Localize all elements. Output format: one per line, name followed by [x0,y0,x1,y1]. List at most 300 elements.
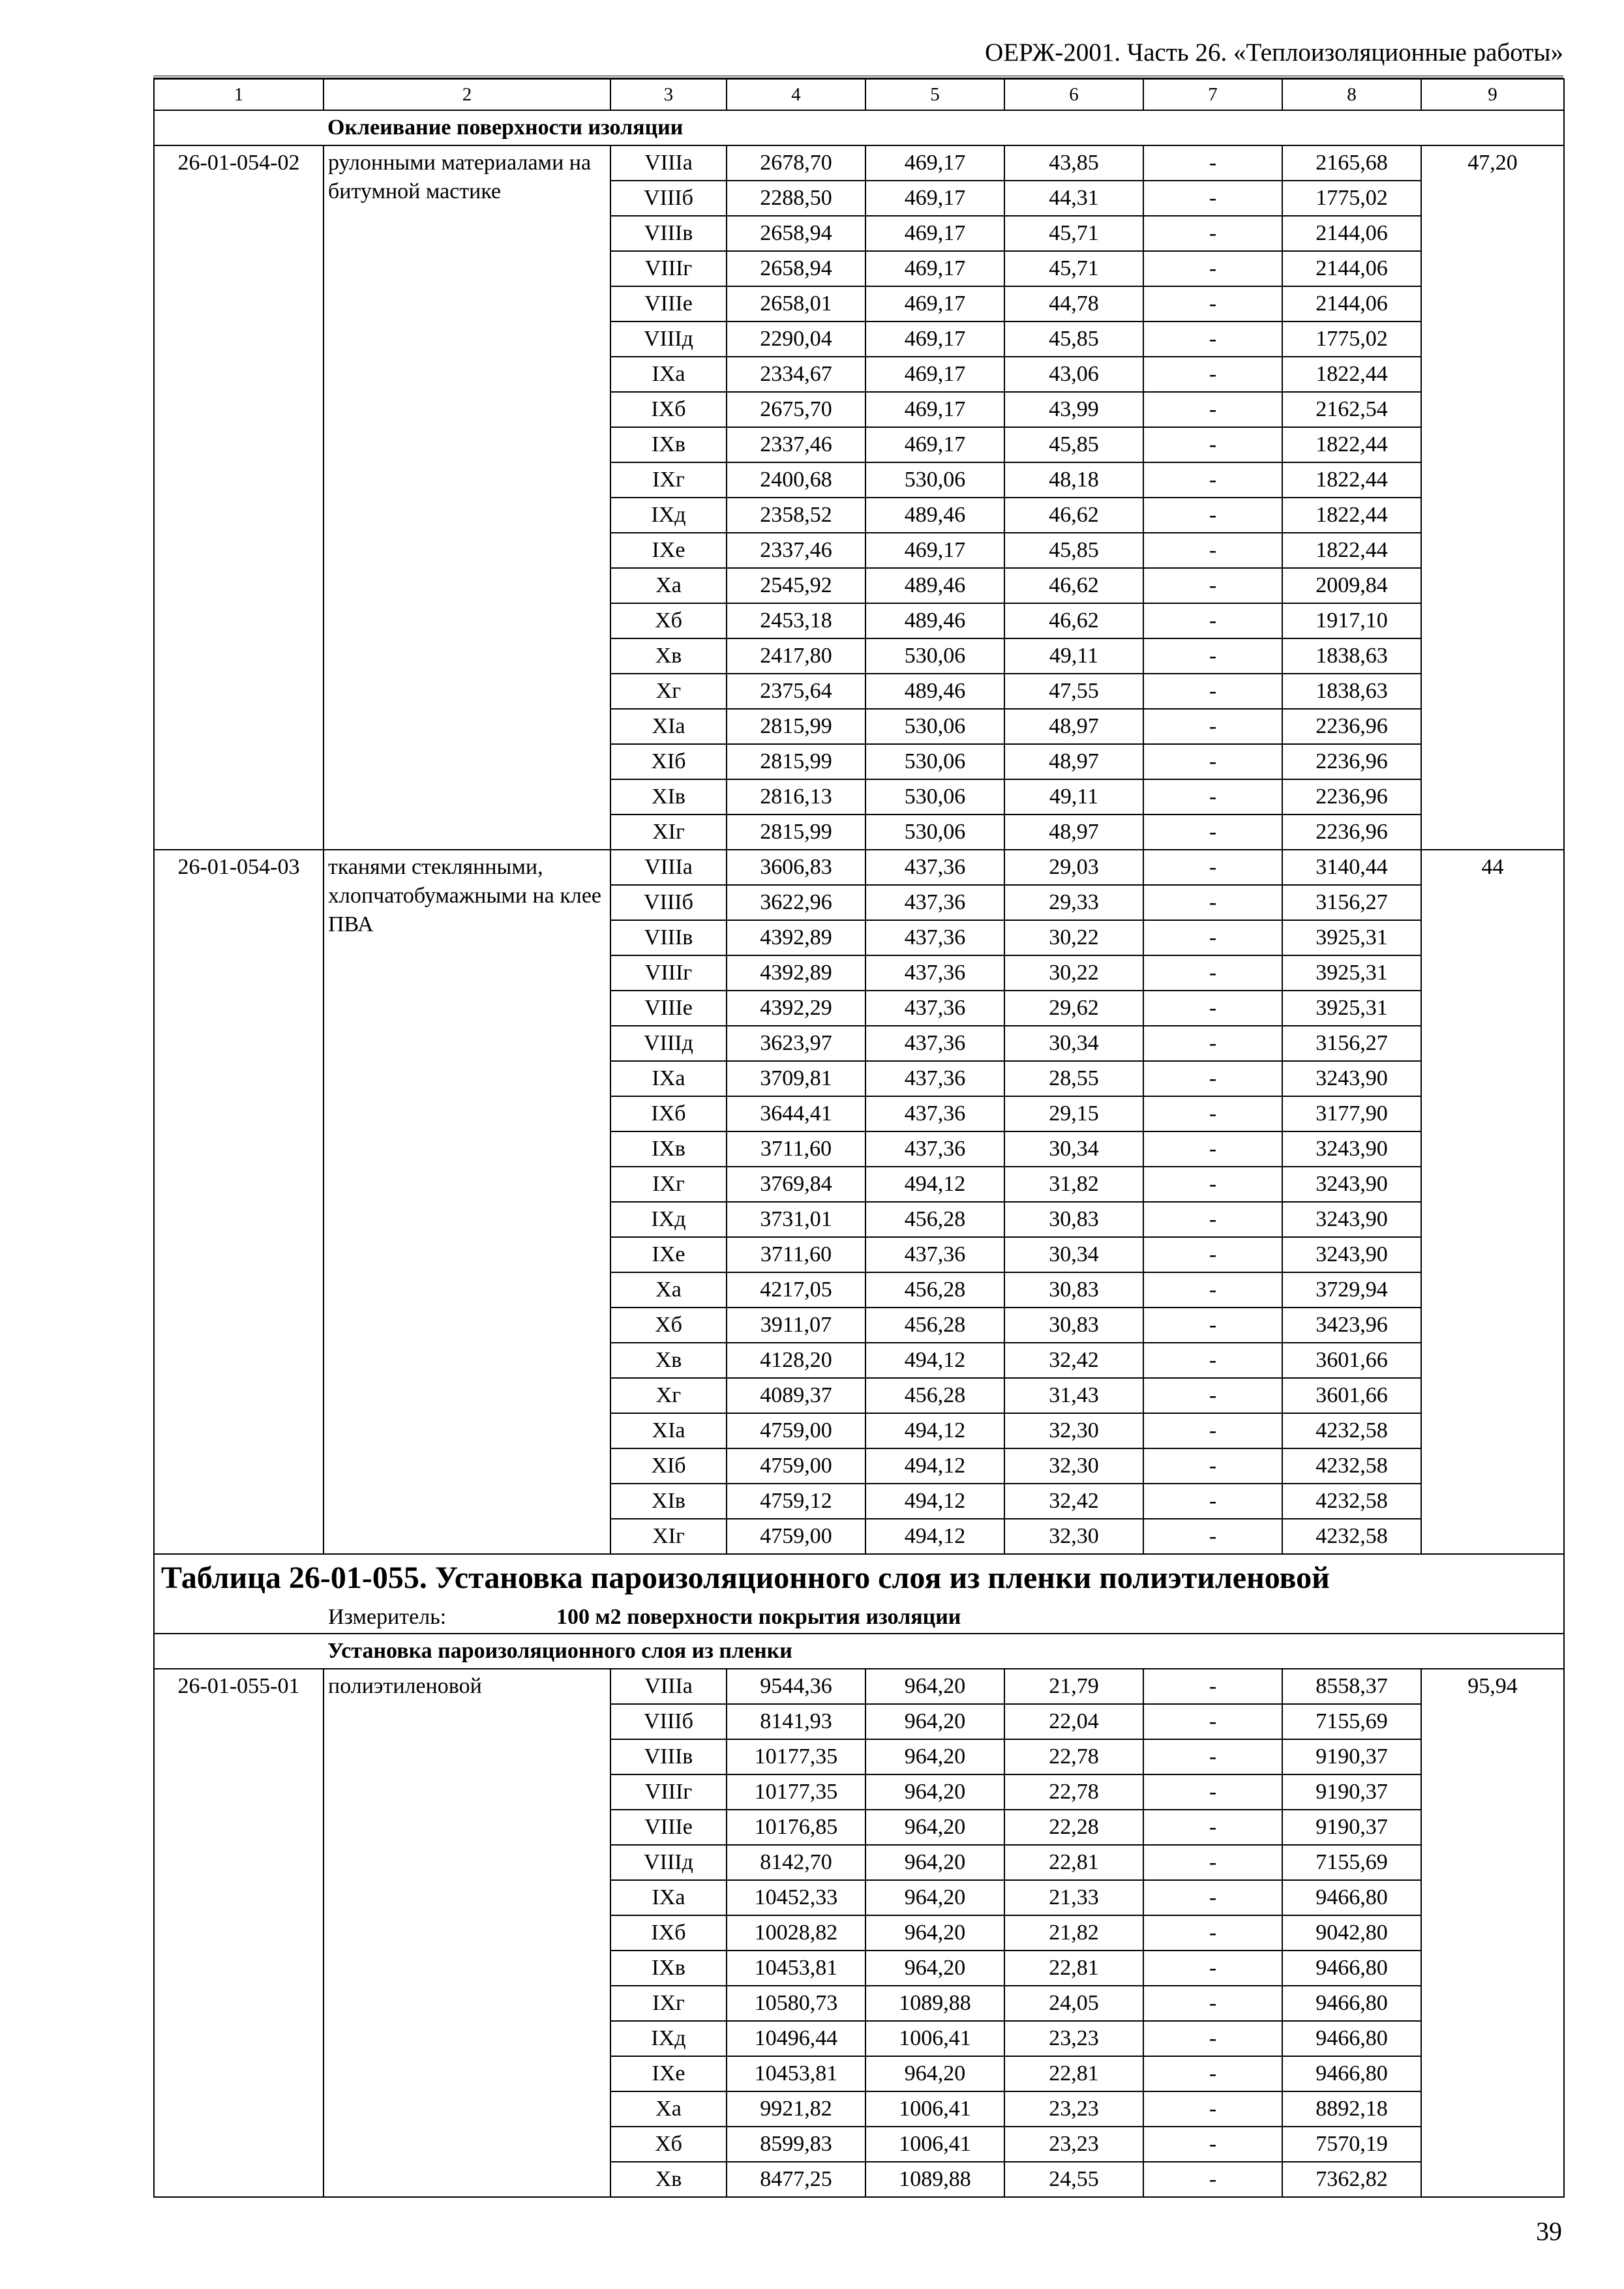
value-cell: - [1143,286,1282,322]
section-heading: Установка пароизоляционного слоя из пленки [323,1634,1564,1669]
value-cell: 4759,00 [727,1448,865,1484]
item-name: полиэтиленовой [323,1669,610,2197]
value-cell: - [1143,357,1282,392]
value-cell: 1822,44 [1282,462,1421,498]
value-cell: 469,17 [865,216,1004,251]
page-header [153,38,1563,78]
section-heading-row [154,110,1564,145]
column-number: 5 [865,79,1004,110]
value-cell: 22,04 [1004,1704,1143,1739]
value-cell: - [1143,181,1282,216]
value-cell: 45,71 [1004,251,1143,286]
value-cell: XIа [610,1413,727,1448]
value-cell: 2334,67 [727,357,865,392]
value-cell: 3601,66 [1282,1378,1421,1413]
value-cell: 3177,90 [1282,1096,1421,1131]
value-cell: - [1143,1131,1282,1167]
value-cell: 530,06 [865,779,1004,815]
item-code: 26-01-054-02 [154,145,323,850]
value-cell: 45,85 [1004,533,1143,568]
value-cell: 48,97 [1004,709,1143,744]
value-cell: 437,36 [865,1237,1004,1272]
value-cell: 2009,84 [1282,568,1421,603]
value-cell: 3140,44 [1282,850,1421,885]
column-number: 3 [610,79,727,110]
value-cell: IXе [610,533,727,568]
value-cell: IXв [610,1131,727,1167]
value-cell: 8599,83 [727,2127,865,2162]
item-code: 26-01-055-01 [154,1669,323,2197]
value-cell: 10496,44 [727,2021,865,2056]
value-cell: IXа [610,1061,727,1096]
value-cell: VIIIа [610,1669,727,1704]
value-cell: - [1143,322,1282,357]
value-cell: 9466,80 [1282,2056,1421,2091]
value-cell: - [1143,638,1282,674]
value-cell: 494,12 [865,1519,1004,1554]
value-cell: - [1143,2021,1282,2056]
value-cell: 494,12 [865,1343,1004,1378]
value-cell: 469,17 [865,322,1004,357]
value-cell: 469,17 [865,286,1004,322]
value-cell: 32,30 [1004,1519,1143,1554]
value-cell: 3423,96 [1282,1308,1421,1343]
value-cell: 2545,92 [727,568,865,603]
value-cell: 2165,68 [1282,145,1421,181]
value-cell: 9921,82 [727,2091,865,2127]
value-cell: 9466,80 [1282,1951,1421,1986]
value-cell: IXг [610,1986,727,2021]
value-cell: 10452,33 [727,1880,865,1915]
value-cell: VIIIв [610,920,727,955]
value-cell: 9190,37 [1282,1774,1421,1810]
table-row [154,850,1564,885]
value-cell: Xв [610,638,727,674]
value-cell: 456,28 [865,1272,1004,1308]
value-cell: - [1143,2056,1282,2091]
value-cell: - [1143,1308,1282,1343]
value-cell: 494,12 [865,1484,1004,1519]
item-col9: 95,94 [1421,1669,1564,2197]
value-cell: 1006,41 [865,2091,1004,2127]
value-cell: - [1143,1484,1282,1519]
value-cell: - [1143,1704,1282,1739]
value-cell: IXд [610,1202,727,1237]
value-cell: 30,22 [1004,955,1143,991]
value-cell: 964,20 [865,1915,1004,1951]
value-cell: 469,17 [865,181,1004,216]
value-cell: 964,20 [865,1739,1004,1774]
value-cell: 7362,82 [1282,2162,1421,2197]
value-cell: 3243,90 [1282,1202,1421,1237]
value-cell: 494,12 [865,1413,1004,1448]
value-cell: 2288,50 [727,181,865,216]
value-cell: 3243,90 [1282,1237,1421,1272]
value-cell: 9190,37 [1282,1739,1421,1774]
section-heading-row [154,1634,1564,1669]
table-row [154,1669,1564,1704]
value-cell: 2658,94 [727,216,865,251]
value-cell: 437,36 [865,991,1004,1026]
item-col9: 47,20 [1421,145,1564,850]
value-cell: 4392,89 [727,920,865,955]
value-cell: IXе [610,2056,727,2091]
value-cell: 4759,00 [727,1519,865,1554]
value-cell: - [1143,1986,1282,2021]
value-cell: 1775,02 [1282,322,1421,357]
value-cell: 46,62 [1004,498,1143,533]
value-cell: 49,11 [1004,638,1143,674]
value-cell: 8142,70 [727,1845,865,1880]
page-header-title: ОЕРЖ-2001. Часть 26. «Теплоизоляционные работы» [985,38,1563,67]
value-cell: 30,83 [1004,1272,1143,1308]
value-cell: 4128,20 [727,1343,865,1378]
value-cell: 3243,90 [1282,1167,1421,1202]
value-cell: 2162,54 [1282,392,1421,427]
value-cell: - [1143,533,1282,568]
column-number: 9 [1421,79,1564,110]
value-cell: 964,20 [865,2056,1004,2091]
value-cell: 8477,25 [727,2162,865,2197]
value-cell: 31,43 [1004,1378,1143,1413]
value-cell: 2658,94 [727,251,865,286]
value-cell: 45,71 [1004,216,1143,251]
value-cell: VIIIб [610,1704,727,1739]
value-cell: 2236,96 [1282,709,1421,744]
value-cell: - [1143,1096,1282,1131]
value-cell: VIIIа [610,145,727,181]
value-cell: 2417,80 [727,638,865,674]
value-cell: - [1143,1026,1282,1061]
value-cell: 2144,06 [1282,286,1421,322]
value-cell: XIб [610,1448,727,1484]
value-cell: 1838,63 [1282,638,1421,674]
value-cell: 2144,06 [1282,216,1421,251]
value-cell: 4232,58 [1282,1413,1421,1448]
page-number: 39 [1536,2217,1562,2246]
value-cell: 3644,41 [727,1096,865,1131]
value-cell: 530,06 [865,744,1004,779]
value-cell: 469,17 [865,145,1004,181]
value-cell: Xв [610,2162,727,2197]
value-cell: 23,23 [1004,2127,1143,2162]
value-cell: 30,34 [1004,1026,1143,1061]
value-cell: IXа [610,357,727,392]
value-cell: 964,20 [865,1880,1004,1915]
value-cell: 1917,10 [1282,603,1421,638]
value-cell: 30,22 [1004,920,1143,955]
value-cell: IXд [610,498,727,533]
value-cell: 3243,90 [1282,1061,1421,1096]
value-cell: 3711,60 [727,1237,865,1272]
value-cell: 30,34 [1004,1131,1143,1167]
value-cell: - [1143,1448,1282,1484]
value-cell: 7155,69 [1282,1845,1421,1880]
value-cell: VIIIе [610,1810,727,1845]
value-cell: IXа [610,1880,727,1915]
value-cell: 8141,93 [727,1704,865,1739]
value-cell: - [1143,1272,1282,1308]
value-cell: 3925,31 [1282,955,1421,991]
value-cell: - [1143,251,1282,286]
value-cell: 43,99 [1004,392,1143,427]
value-cell: 22,78 [1004,1774,1143,1810]
value-cell: 29,62 [1004,991,1143,1026]
value-cell: 469,17 [865,251,1004,286]
value-cell: - [1143,1845,1282,1880]
value-cell: 4217,05 [727,1272,865,1308]
value-cell: - [1143,216,1282,251]
value-cell: 29,33 [1004,885,1143,920]
value-cell: 2815,99 [727,709,865,744]
value-cell: - [1143,462,1282,498]
measure-row [154,1602,1564,1634]
value-cell: - [1143,850,1282,885]
value-cell: 489,46 [865,603,1004,638]
value-cell: 437,36 [865,1096,1004,1131]
column-number: 4 [727,79,865,110]
value-cell: VIIIг [610,955,727,991]
value-cell: 469,17 [865,427,1004,462]
value-cell: - [1143,1774,1282,1810]
value-cell: - [1143,1237,1282,1272]
table-row [154,145,1564,181]
value-cell: - [1143,920,1282,955]
value-cell: Xа [610,568,727,603]
value-cell: 10177,35 [727,1774,865,1810]
value-cell: IXб [610,1096,727,1131]
value-cell: 47,55 [1004,674,1143,709]
value-cell: XIг [610,1519,727,1554]
value-cell: - [1143,1061,1282,1096]
value-cell: 32,42 [1004,1484,1143,1519]
value-cell: 3156,27 [1282,885,1421,920]
value-cell: - [1143,145,1282,181]
value-cell: 530,06 [865,815,1004,850]
value-cell: - [1143,1413,1282,1448]
value-cell: 1822,44 [1282,498,1421,533]
value-cell: XIб [610,744,727,779]
column-number: 6 [1004,79,1143,110]
value-cell: Xг [610,1378,727,1413]
value-cell: 469,17 [865,533,1004,568]
value-cell: 494,12 [865,1448,1004,1484]
value-cell: 23,23 [1004,2021,1143,2056]
value-cell: 2337,46 [727,533,865,568]
value-cell: 3709,81 [727,1061,865,1096]
value-cell: 32,42 [1004,1343,1143,1378]
value-cell: 2337,46 [727,427,865,462]
value-cell: - [1143,498,1282,533]
value-cell: 489,46 [865,568,1004,603]
value-cell: - [1143,1810,1282,1845]
value-cell: 10177,35 [727,1739,865,1774]
column-number-row [154,79,1564,110]
value-cell: 1822,44 [1282,533,1421,568]
measure-value: 100 м2 поверхности покрытия изоляции [556,1605,961,1629]
value-cell: Xа [610,2091,727,2127]
value-cell: 3769,84 [727,1167,865,1202]
column-number: 8 [1282,79,1421,110]
value-cell: - [1143,1880,1282,1915]
value-cell: 1006,41 [865,2021,1004,2056]
value-cell: IXе [610,1237,727,1272]
section-heading-spacer [154,110,323,145]
value-cell: Xг [610,674,727,709]
value-cell: VIIIг [610,1774,727,1810]
value-cell: VIIIд [610,1026,727,1061]
value-cell: 964,20 [865,1951,1004,1986]
value-cell: XIг [610,815,727,850]
value-cell: - [1143,427,1282,462]
value-cell: VIIIв [610,216,727,251]
value-cell: - [1143,885,1282,920]
value-cell: 2675,70 [727,392,865,427]
value-cell: - [1143,1519,1282,1554]
value-cell: - [1143,815,1282,850]
value-cell: 29,15 [1004,1096,1143,1131]
value-cell: 489,46 [865,674,1004,709]
value-cell: 3925,31 [1282,920,1421,955]
value-cell: 4759,12 [727,1484,865,1519]
value-cell: 964,20 [865,1845,1004,1880]
value-cell: - [1143,674,1282,709]
value-cell: - [1143,2091,1282,2127]
value-cell: 10453,81 [727,2056,865,2091]
table-title-row [154,1554,1564,1602]
value-cell: 4392,29 [727,991,865,1026]
value-cell: 437,36 [865,1131,1004,1167]
value-cell: 964,20 [865,1810,1004,1845]
value-cell: 3731,01 [727,1202,865,1237]
value-cell: 2236,96 [1282,815,1421,850]
value-cell: 2358,52 [727,498,865,533]
value-cell: 30,34 [1004,1237,1143,1272]
value-cell: - [1143,1378,1282,1413]
value-cell: 9544,36 [727,1669,865,1704]
value-cell: VIIIд [610,1845,727,1880]
value-cell: 46,62 [1004,603,1143,638]
value-cell: 456,28 [865,1378,1004,1413]
value-cell: 10028,82 [727,1915,865,1951]
value-cell: 32,30 [1004,1413,1143,1448]
value-cell: VIIIд [610,322,727,357]
value-cell: XIв [610,779,727,815]
value-cell: Xб [610,2127,727,2162]
value-cell: 4392,89 [727,955,865,991]
value-cell: 4232,58 [1282,1448,1421,1484]
value-cell: 530,06 [865,638,1004,674]
value-cell: 437,36 [865,955,1004,991]
value-cell: 1775,02 [1282,181,1421,216]
value-cell: - [1143,744,1282,779]
value-cell: 9466,80 [1282,1986,1421,2021]
value-cell: Xв [610,1343,727,1378]
value-cell: 3623,97 [727,1026,865,1061]
value-cell: 437,36 [865,850,1004,885]
value-cell: 437,36 [865,1061,1004,1096]
value-cell: Xб [610,603,727,638]
value-cell: 530,06 [865,709,1004,744]
value-cell: 30,83 [1004,1202,1143,1237]
value-cell: 2816,13 [727,779,865,815]
value-cell: XIв [610,1484,727,1519]
rates-table [153,78,1565,2198]
value-cell: 21,79 [1004,1669,1143,1704]
value-cell: 22,81 [1004,2056,1143,2091]
value-cell: 28,55 [1004,1061,1143,1096]
value-cell: - [1143,568,1282,603]
value-cell: 10176,85 [727,1810,865,1845]
value-cell: 3156,27 [1282,1026,1421,1061]
value-cell: 2815,99 [727,815,865,850]
column-number: 1 [154,79,323,110]
value-cell: 48,18 [1004,462,1143,498]
value-cell: 494,12 [865,1167,1004,1202]
value-cell: 45,85 [1004,322,1143,357]
value-cell: 4089,37 [727,1378,865,1413]
value-cell: 2236,96 [1282,779,1421,815]
value-cell: 469,17 [865,392,1004,427]
value-cell: - [1143,1343,1282,1378]
value-cell: 7155,69 [1282,1704,1421,1739]
value-cell: 21,33 [1004,1880,1143,1915]
value-cell: 29,03 [1004,850,1143,885]
value-cell: 8558,37 [1282,1669,1421,1704]
value-cell: Xа [610,1272,727,1308]
value-cell: - [1143,392,1282,427]
value-cell: XIа [610,709,727,744]
value-cell: 10580,73 [727,1986,865,2021]
value-cell: 2144,06 [1282,251,1421,286]
value-cell: - [1143,779,1282,815]
value-cell: 3601,66 [1282,1343,1421,1378]
table-title: Таблица 26-01-055. Установка пароизоляционного слоя из пленки полиэтиленовой [154,1554,1564,1602]
value-cell: 10453,81 [727,1951,865,1986]
value-cell: 3606,83 [727,850,865,885]
value-cell: 2453,18 [727,603,865,638]
value-cell: 4759,00 [727,1413,865,1448]
value-cell: 3925,31 [1282,991,1421,1026]
item-code: 26-01-054-03 [154,850,323,1554]
value-cell: 2400,68 [727,462,865,498]
value-cell: 31,82 [1004,1167,1143,1202]
value-cell: VIIIб [610,181,727,216]
value-cell: IXв [610,1951,727,1986]
value-cell: 21,82 [1004,1915,1143,1951]
value-cell: 43,06 [1004,357,1143,392]
value-cell: 7570,19 [1282,2127,1421,2162]
value-cell: 437,36 [865,1026,1004,1061]
value-cell: 2658,01 [727,286,865,322]
value-cell: 44,78 [1004,286,1143,322]
value-cell: 9042,80 [1282,1915,1421,1951]
value-cell: 2375,64 [727,674,865,709]
value-cell: 4232,58 [1282,1519,1421,1554]
value-cell: 437,36 [865,885,1004,920]
value-cell: 24,05 [1004,1986,1143,2021]
value-cell: 3622,96 [727,885,865,920]
section-heading: Оклеивание поверхности изоляции [323,110,1564,145]
value-cell: 437,36 [865,920,1004,955]
value-cell: 24,55 [1004,2162,1143,2197]
value-cell: 30,83 [1004,1308,1143,1343]
value-cell: 22,78 [1004,1739,1143,1774]
item-name: рулонными материалами на битумной мастике [323,145,610,850]
value-cell: 489,46 [865,498,1004,533]
value-cell: 964,20 [865,1774,1004,1810]
value-cell: - [1143,1167,1282,1202]
